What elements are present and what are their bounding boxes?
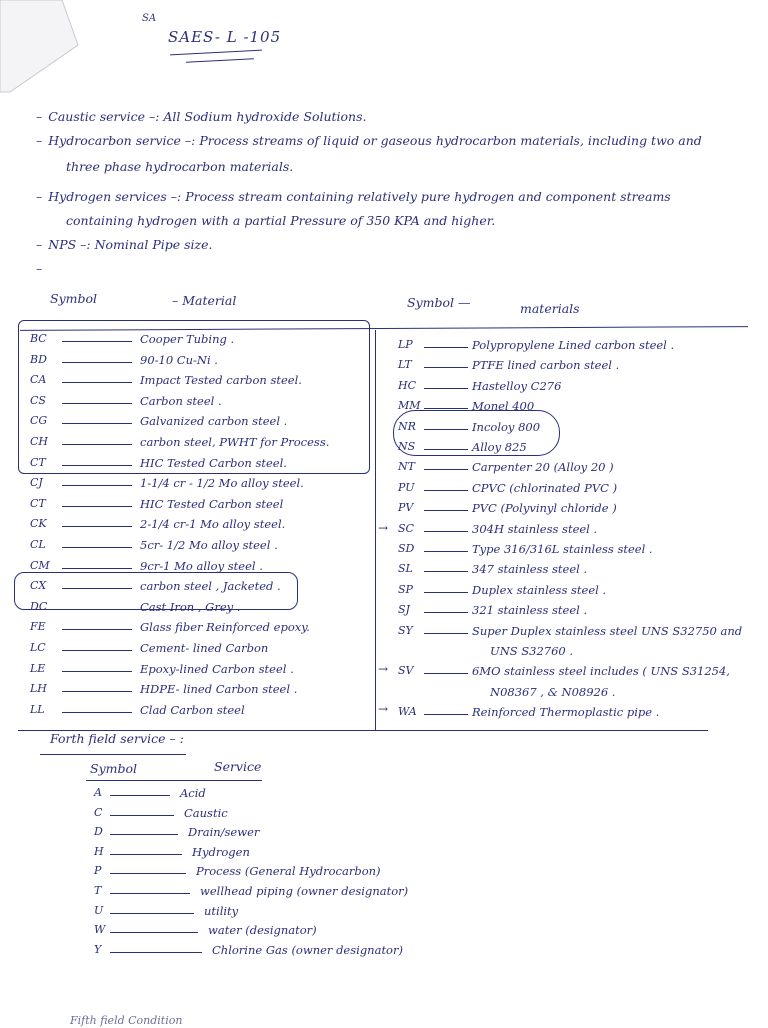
material-symbol: CA	[30, 373, 47, 387]
material-name: Glass fiber Reinforced epoxy.	[140, 620, 310, 635]
material-symbol: LP	[398, 338, 413, 351]
material-name: carbon steel , Jacketed .	[140, 579, 281, 594]
left-header-material: – Material	[172, 293, 237, 308]
leader-line	[62, 691, 132, 692]
material-name: Cooper Tubing .	[140, 332, 235, 346]
leader-line	[424, 612, 468, 613]
service-symbol: A	[94, 786, 102, 799]
material-name: Reinforced Thermoplastic pipe .	[472, 705, 660, 720]
field-header-service: Service	[214, 759, 262, 774]
material-symbol: LT	[398, 358, 412, 372]
material-symbol: CX	[30, 579, 47, 593]
title-underline	[186, 58, 254, 63]
material-name: HIC Tested Carbon steel	[140, 496, 284, 511]
material-symbol: BD	[30, 352, 47, 366]
leader-line	[62, 609, 132, 610]
definition-line	[60, 214, 495, 228]
material-symbol: LC	[30, 641, 46, 654]
material-name: 5cr- 1/2 Mo alloy steel .	[140, 538, 278, 552]
arrow-icon: →	[378, 662, 389, 676]
bullet-dash: –	[36, 133, 43, 148]
service-name: water (designator)	[208, 923, 317, 938]
material-name: Incoloy 800	[472, 419, 541, 434]
field-header-symbol: Symbol	[90, 761, 138, 776]
leader-line	[62, 588, 132, 589]
leader-line	[110, 854, 182, 855]
leader-line	[62, 712, 132, 713]
field-service-underline	[40, 754, 186, 755]
leader-line	[62, 506, 132, 507]
definition-line	[36, 190, 671, 204]
material-name: N08367 , & N08926 .	[490, 684, 616, 699]
material-name: Duplex stainless steel .	[472, 582, 607, 597]
material-symbol: BC	[30, 332, 47, 345]
leader-line	[62, 547, 132, 548]
leader-line	[424, 367, 468, 368]
material-name: Carpenter 20 (Alloy 20 )	[472, 460, 614, 475]
material-name: Super Duplex stainless steel UNS S32750 and	[472, 623, 743, 638]
material-name: Galvanized carbon steel .	[140, 414, 288, 429]
definition-text: three phase hydrocarbon materials.	[66, 159, 294, 174]
definition-line	[36, 110, 367, 124]
material-symbol: CT	[30, 455, 46, 469]
table-column-divider	[375, 330, 376, 730]
material-symbol: MM	[398, 399, 421, 413]
definition-text: containing hydrogen with a partial Pressure of 350 KPA and higher.	[66, 213, 496, 228]
leader-line	[110, 952, 202, 953]
leader-line	[62, 671, 132, 672]
arrow-icon: →	[378, 521, 389, 535]
leader-line	[62, 403, 132, 404]
material-name: Clad Carbon steel	[140, 702, 245, 717]
leader-line	[110, 815, 174, 816]
bullet-dash: –	[36, 109, 43, 124]
footer-text: Fifth field Condition	[70, 1014, 183, 1027]
material-symbol: SV	[398, 664, 414, 678]
service-symbol: Y	[94, 942, 102, 956]
leader-line	[424, 449, 468, 450]
leader-line	[424, 388, 468, 389]
material-symbol: SD	[398, 542, 415, 555]
service-name: wellhead piping (owner designator)	[200, 884, 409, 898]
definition-line	[36, 238, 213, 252]
material-name: Impact Tested carbon steel.	[140, 373, 302, 388]
leader-line	[424, 510, 468, 511]
material-name: 6MO stainless steel includes ( UNS S31254,	[472, 664, 730, 679]
service-name: utility	[204, 903, 239, 918]
leader-line	[424, 490, 468, 491]
leader-line	[424, 408, 468, 409]
material-symbol: WA	[398, 705, 417, 719]
service-name: Chlorine Gas (owner designator)	[212, 942, 403, 957]
material-symbol: SP	[398, 582, 413, 596]
bullet-dash: –	[36, 261, 43, 276]
definition-text: Caustic service –: All Sodium hydroxide Solutions.	[48, 109, 367, 124]
leader-line	[424, 429, 468, 430]
material-symbol: CJ	[30, 476, 43, 490]
material-name: Cast Iron , Grey .	[140, 599, 241, 614]
material-name: Epoxy-lined Carbon steel .	[140, 661, 294, 676]
material-name: Hastelloy C276	[472, 378, 562, 393]
material-name: 304H stainless steel .	[472, 521, 598, 536]
material-symbol: CS	[30, 393, 46, 407]
material-symbol: HC	[398, 378, 417, 392]
leader-line	[62, 362, 132, 363]
leader-line	[62, 341, 132, 342]
service-name: Acid	[180, 786, 206, 800]
service-name: Hydrogen	[192, 844, 250, 859]
material-symbol: FE	[30, 620, 46, 634]
leader-line	[424, 714, 468, 715]
definition-line	[36, 262, 48, 276]
leader-line	[62, 423, 132, 424]
material-symbol: CT	[30, 496, 46, 510]
material-name: PTFE lined carbon steel .	[472, 358, 620, 373]
left-header-symbol: Symbol	[50, 291, 98, 306]
leader-line	[424, 347, 468, 348]
arrow-icon: →	[378, 702, 389, 716]
leader-line	[62, 444, 132, 445]
material-name: 347 stainless steel .	[472, 562, 588, 577]
right-header-symbol: Symbol —	[407, 295, 471, 310]
material-name: Monel 400	[472, 399, 535, 414]
bullet-dash: –	[36, 237, 43, 252]
leader-line	[62, 465, 132, 466]
material-symbol: NS	[398, 440, 416, 453]
leader-line	[110, 873, 186, 874]
service-symbol: U	[94, 903, 104, 917]
material-symbol: PU	[398, 480, 415, 494]
right-header-material: materials	[520, 301, 580, 316]
service-symbol: H	[94, 844, 104, 858]
definition-text: Hydrocarbon service –: Process streams of liquid or gaseous hydrocarbon materials, including two and	[48, 133, 702, 148]
leader-line	[424, 531, 468, 532]
corner-note: SA	[142, 13, 157, 24]
material-symbol: LL	[30, 702, 45, 716]
material-symbol: SL	[398, 562, 413, 576]
material-symbol: SJ	[398, 603, 410, 617]
material-name: Polypropylene Lined carbon steel .	[472, 338, 675, 352]
material-symbol: CL	[30, 538, 46, 551]
leader-line	[62, 650, 132, 651]
material-symbol: CH	[30, 435, 49, 448]
service-name: Caustic	[184, 805, 228, 820]
page-title: SAES- L -105	[168, 28, 282, 46]
material-name: carbon steel, PWHT for Process.	[140, 435, 330, 449]
bullet-dash: –	[36, 189, 43, 204]
material-name: Cement- lined Carbon	[140, 641, 269, 655]
material-symbol: SY	[398, 623, 413, 637]
material-name: 9cr-1 Mo alloy steel .	[140, 558, 263, 573]
material-name: 1-1/4 cr - 1/2 Mo alloy steel.	[140, 476, 304, 491]
material-name: Carbon steel .	[140, 393, 222, 408]
material-symbol: PV	[398, 501, 414, 515]
definition-line	[36, 134, 702, 148]
leader-line	[424, 469, 468, 470]
service-name: Process (General Hydrocarbon)	[196, 864, 381, 879]
material-symbol: SC	[398, 521, 414, 535]
material-name: 321 stainless steel .	[472, 603, 588, 618]
material-name: HDPE- lined Carbon steel .	[140, 682, 298, 697]
leader-line	[424, 551, 468, 552]
material-symbol: DC	[30, 599, 48, 613]
leader-line	[62, 629, 132, 630]
service-symbol: W	[94, 923, 106, 937]
leader-line	[110, 932, 198, 933]
leader-line	[424, 673, 468, 674]
material-name: Alloy 825	[472, 440, 527, 454]
material-name: 90-10 Cu-Ni .	[140, 352, 218, 367]
leader-line	[424, 592, 468, 593]
material-symbol: CK	[30, 517, 47, 531]
material-symbol: CM	[30, 558, 50, 572]
service-symbol: P	[94, 864, 102, 878]
material-symbol: CG	[30, 414, 48, 428]
leader-line	[62, 526, 132, 527]
leader-line	[424, 571, 468, 572]
definition-text: Hydrogen services –: Process stream containing relatively pure hydrogen and component streams	[48, 189, 671, 204]
material-name: 2-1/4 cr-1 Mo alloy steel.	[140, 517, 286, 532]
leader-line	[110, 834, 178, 835]
service-symbol: D	[94, 825, 103, 839]
leader-line	[62, 568, 132, 569]
material-name: HIC Tested Carbon steel.	[140, 455, 287, 470]
folded-corner	[0, 0, 80, 95]
material-symbol: LE	[30, 661, 46, 675]
leader-line	[110, 913, 194, 914]
field-service-title: Forth field service – :	[50, 731, 184, 746]
definition-text: NPS –: Nominal Pipe size.	[48, 237, 213, 252]
service-name: Drain/sewer	[188, 825, 260, 840]
service-symbol: C	[94, 805, 103, 819]
leader-line	[62, 485, 132, 486]
material-name: Type 316/316L stainless steel .	[472, 542, 653, 556]
leader-line	[110, 893, 190, 894]
leader-line	[110, 795, 170, 796]
material-symbol: NT	[398, 460, 415, 474]
leader-line	[424, 633, 468, 634]
field-header-underline	[86, 780, 262, 781]
service-symbol: T	[94, 884, 102, 897]
material-symbol: NR	[398, 419, 416, 433]
title-underline	[170, 50, 262, 56]
material-name: CPVC (chlorinated PVC )	[472, 480, 618, 495]
material-name: UNS S32760 .	[490, 644, 574, 658]
definition-line	[60, 160, 293, 174]
leader-line	[62, 382, 132, 383]
material-symbol: LH	[30, 682, 47, 696]
material-name: PVC (Polyvinyl chloride )	[472, 501, 617, 516]
